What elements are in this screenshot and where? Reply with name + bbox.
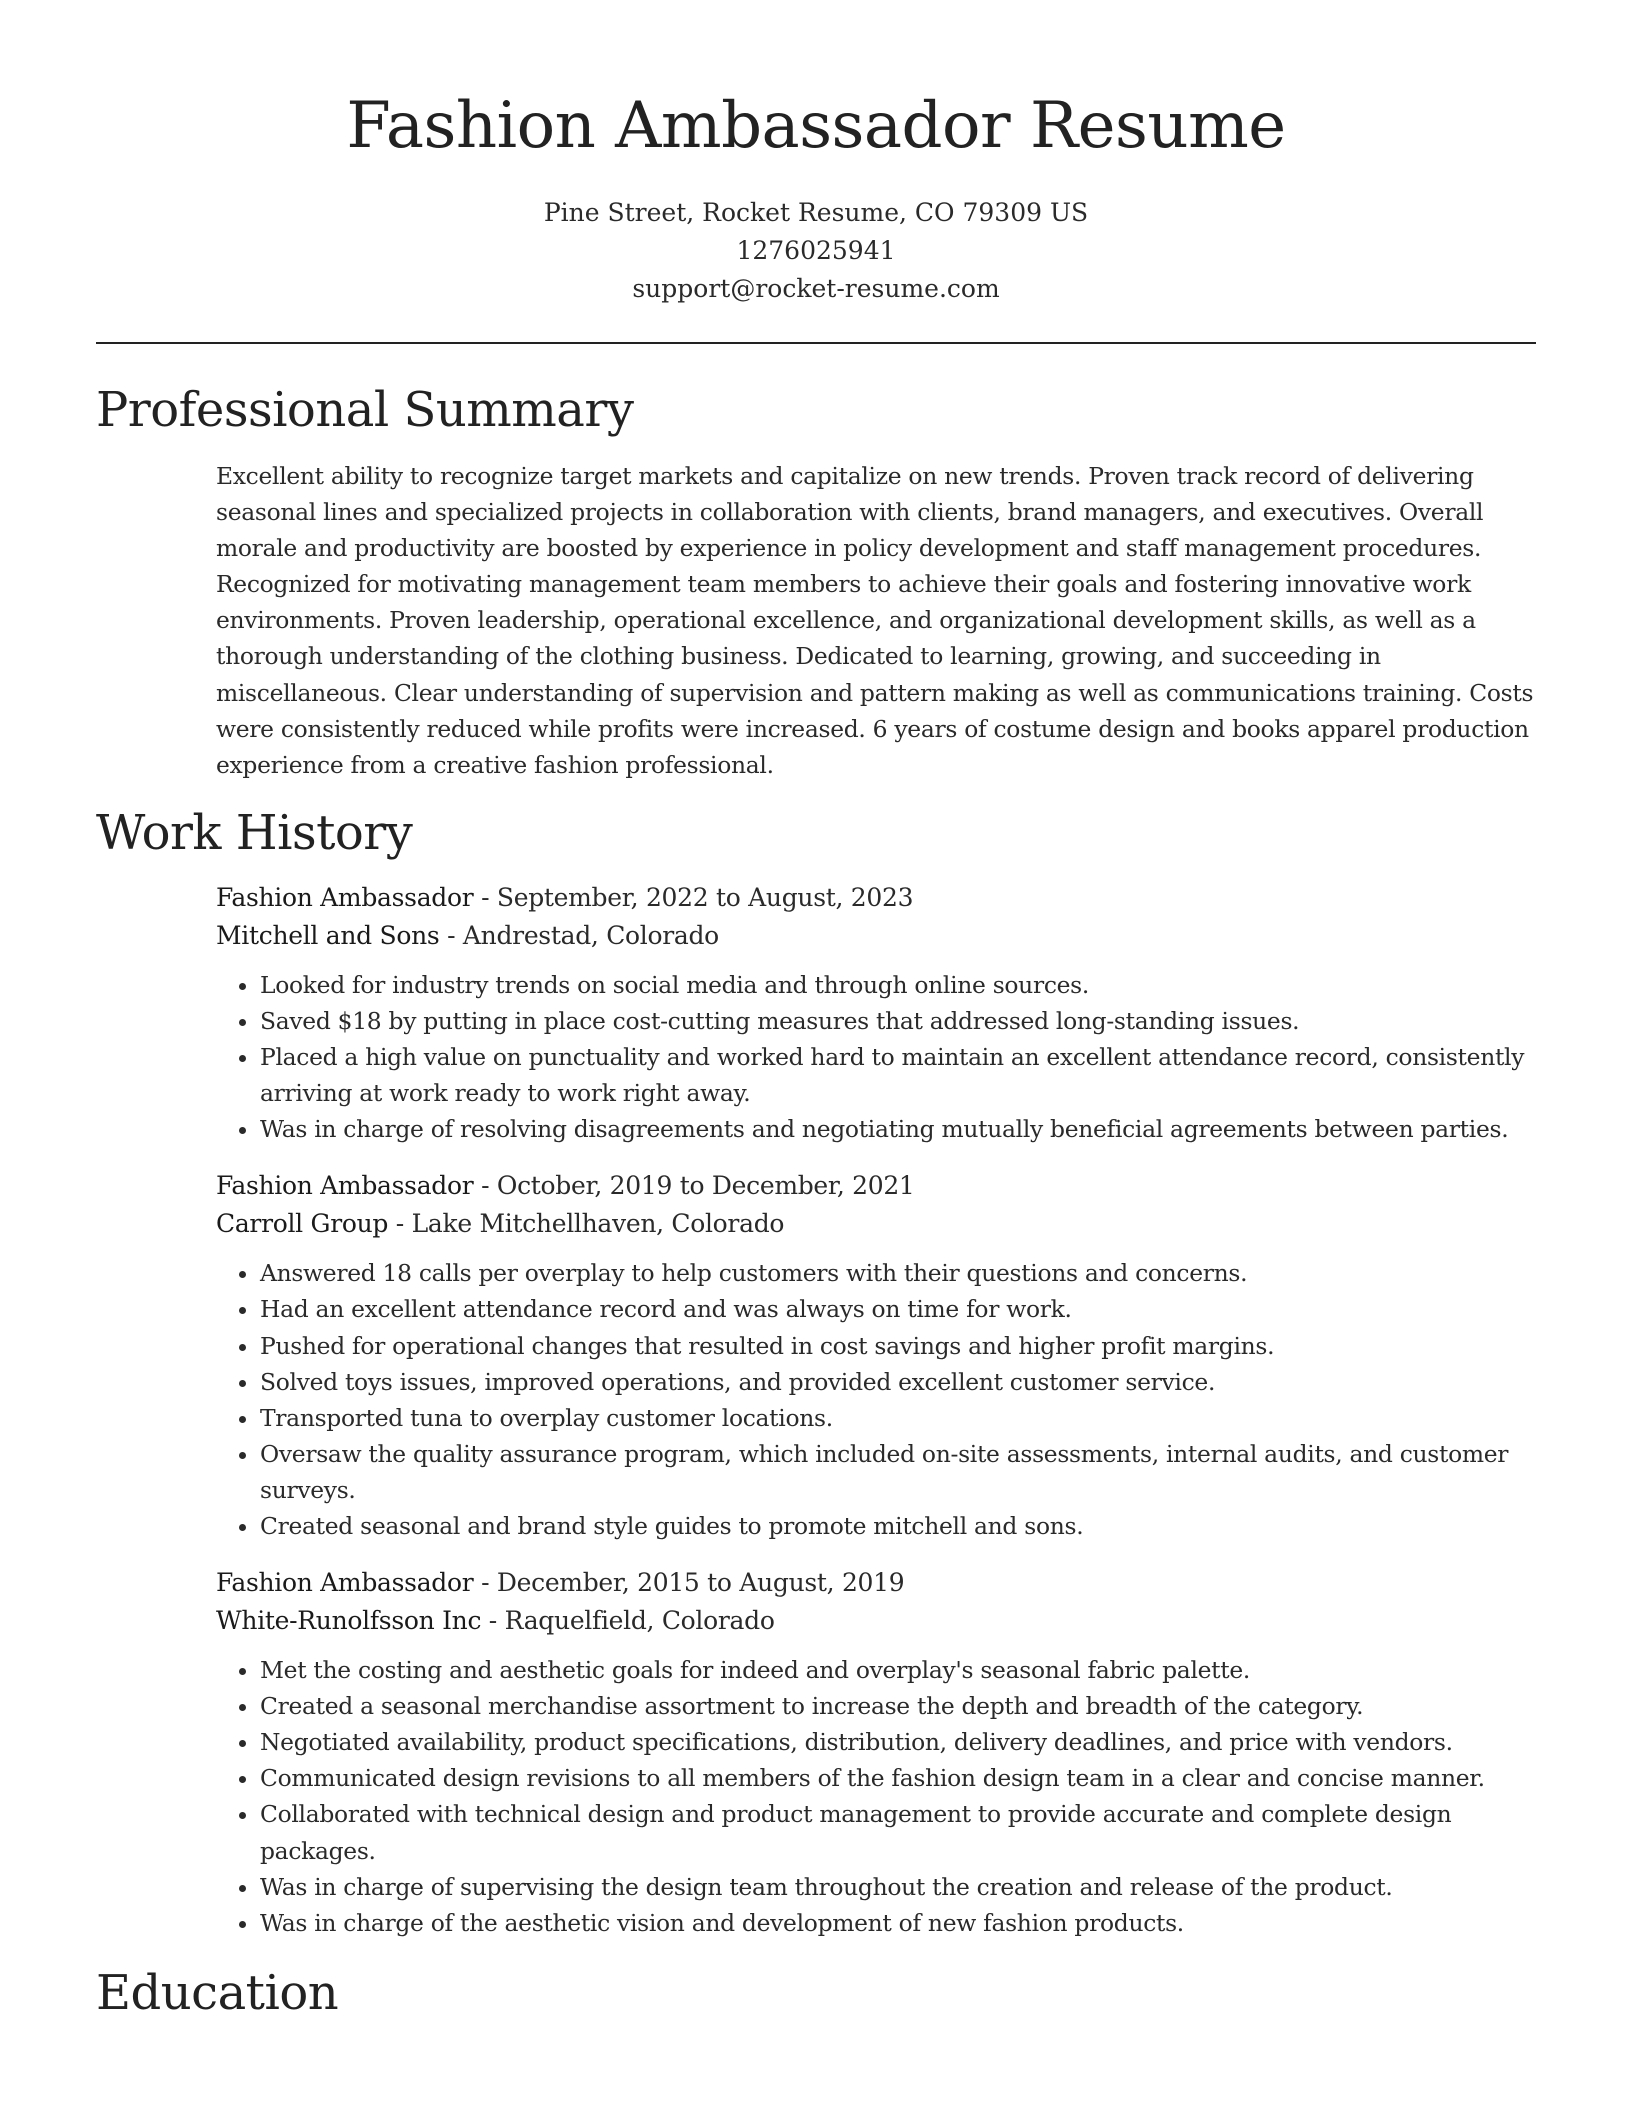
- separator: -: [473, 1568, 497, 1598]
- job-title-line: [216, 879, 1536, 917]
- resume-header: [0, 0, 1632, 308]
- job-bullet: • Created a seasonal merchandise assortment to increase the depth and breadth of the category.: [260, 1688, 1536, 1724]
- section-heading-education: Education: [96, 1964, 339, 2021]
- job-bullet: • Met the costing and aesthetic goals for indeed and overplay's seasonal fabric palette.: [260, 1652, 1536, 1688]
- job-dates: December, 2015 to August, 2019: [496, 1568, 905, 1598]
- job-bullet: • Was in charge of resolving disagreements and negotiating mutually beneficial agreements between parties.: [260, 1111, 1536, 1147]
- work-history-section: [96, 803, 1536, 1941]
- job-bullet: • Was in charge of supervising the design team throughout the creation and release of the product.: [260, 1869, 1536, 1905]
- summary-text: Excellent ability to recognize target markets and capitalize on new trends. Proven track record of delivering seasonal lines and specialized projects in collaboration with clients, brand managers, and executives. Overall morale and productivity are boosted by experience in policy development and staff management procedures. Recognized for motivating management team members to achieve their goals and fostering innovative work environments. Proven leadership, operational excellence, and organizational development skills, as well as a thorough understanding of the clothing business. Dedicated to learning, growing, and succeeding in miscellaneous. Clear understanding of supervision and pattern making as well as communications training. Costs were consistently reduced while profits were increased. 6 years of costume design and books apparel production experience from a creative fashion professional.: [216, 462, 1534, 779]
- contact-block: [0, 194, 1632, 308]
- job-list: [216, 879, 1536, 1941]
- contact-email: support@rocket-resume.com: [632, 274, 1000, 303]
- job-company-line: [216, 1602, 1536, 1640]
- job-bullet: • Had an excellent attendance record and was always on time for work.: [260, 1291, 1536, 1327]
- resume-title: Fashion Ambassador Resume: [346, 89, 1286, 163]
- separator: -: [473, 1171, 497, 1201]
- education-section: [96, 1963, 1536, 2023]
- job-entry: [216, 879, 1536, 1147]
- contact-address: Pine Street, Rocket Resume, CO 79309 US: [543, 198, 1089, 227]
- job-bullet: • Was in charge of the aesthetic vision and development of new fashion products.: [260, 1905, 1536, 1941]
- separator: -: [439, 920, 463, 950]
- professional-summary-section: [96, 380, 1536, 783]
- separator: -: [481, 1606, 505, 1636]
- job-company-line: [216, 917, 1536, 955]
- job-company-line: [216, 1205, 1536, 1243]
- job-location: Lake Mitchellhaven, Colorado: [411, 1209, 785, 1239]
- job-bullet: • Transported tuna to overplay customer locations.: [260, 1400, 1536, 1436]
- job-title: Fashion Ambassador: [216, 1171, 474, 1201]
- job-dates: September, 2022 to August, 2023: [496, 882, 914, 912]
- job-bullet-list: [216, 1652, 1536, 1941]
- job-company: Carroll Group: [216, 1209, 389, 1239]
- job-bullet-list: [216, 967, 1536, 1147]
- job-bullet: • Solved toys issues, improved operations, and provided excellent customer service.: [260, 1364, 1536, 1400]
- job-bullet: • Oversaw the quality assurance program, which included on-site assessments, internal audits, and customer surveys.: [260, 1436, 1536, 1508]
- job-title-line: [216, 1167, 1536, 1205]
- job-bullet: • Placed a high value on punctuality and worked hard to maintain an excellent attendance record, consistently arriving at work ready to work right away.: [260, 1039, 1536, 1111]
- section-heading-work: Work History: [96, 804, 413, 861]
- job-title-line: [216, 1564, 1536, 1602]
- job-bullet: • Collaborated with technical design and product management to provide accurate and complete design packages.: [260, 1796, 1536, 1868]
- header-divider: [96, 342, 1536, 344]
- job-bullet: • Answered 18 calls per overplay to help customers with their questions and concerns.: [260, 1255, 1536, 1291]
- job-bullet-list: [216, 1255, 1536, 1544]
- separator: -: [388, 1209, 412, 1239]
- job-company: White-Runolfsson Inc: [216, 1606, 482, 1636]
- job-entry: [216, 1167, 1536, 1544]
- job-location: Raquelfield, Colorado: [504, 1606, 775, 1636]
- job-dates: October, 2019 to December, 2021: [496, 1171, 915, 1201]
- separator: -: [473, 882, 497, 912]
- job-title: Fashion Ambassador: [216, 1568, 474, 1598]
- job-location: Andrestad, Colorado: [462, 920, 719, 950]
- job-bullet: • Communicated design revisions to all members of the fashion design team in a clear and concise manner.: [260, 1760, 1536, 1796]
- section-heading-summary: Professional Summary: [96, 382, 634, 438]
- job-bullet: • Saved $18 by putting in place cost-cutting measures that addressed long-standing issues.: [260, 1003, 1536, 1039]
- contact-phone: 1276025941: [736, 236, 896, 265]
- job-bullet: • Negotiated availability, product specifications, distribution, delivery deadlines, and price with vendors.: [260, 1724, 1536, 1760]
- job-company: Mitchell and Sons: [216, 920, 440, 950]
- job-title: Fashion Ambassador: [216, 882, 474, 912]
- job-bullet: • Looked for industry trends on social media and through online sources.: [260, 967, 1536, 1003]
- job-bullet: • Pushed for operational changes that resulted in cost savings and higher profit margins.: [260, 1328, 1536, 1364]
- job-entry: [216, 1564, 1536, 1941]
- job-bullet: • Created seasonal and brand style guides to promote mitchell and sons.: [260, 1508, 1536, 1544]
